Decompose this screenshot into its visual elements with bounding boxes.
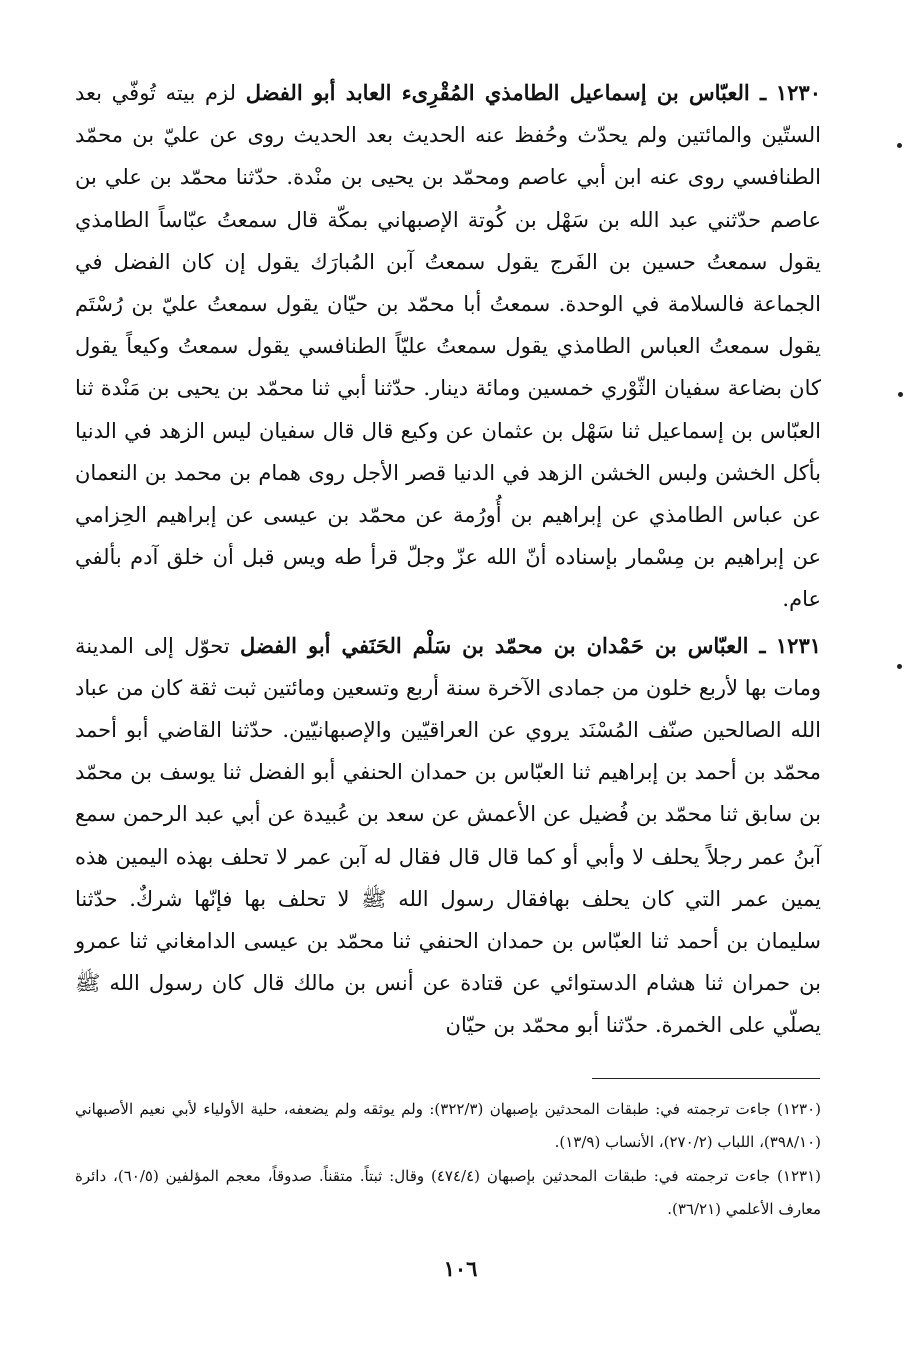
entry-body: لزم بيته تُوفّي بعد الستّين والمائتين ولم يحدّث وحُفظ عنه الحديث بعد الحديث روى عن عليّ بن محمّد الطنافسي روى عنه ابن أبي عاصم ومحمّد بن يحيى بن منْدة. حدّثنا محمّد بن علي بن عاصم حدّثني عبد الله بن سَهْل بن كُوتة الإصبهاني بمكّة قال سمعتُ عبّاساً الطامذي يقول سمعتُ حسين بن الفَرج يقول سمعتُ آبن المُبارَك يقول إن كان الفضل في الجماعة فالسلامة في الوحدة. سمعتُ أبا محمّد بن حيّان يقول سمعتُ عليّ بن رُسْتَم يقول سمعتُ العباس الطامذي يقول سمعتُ عليّاً الطنافسي يقول سمعتُ وكيعاً يقول كان بضاعة سفيان الثّوْري خمسين ومائة دينار. حدّثنا أبي ثنا محمّد بن يحيى بن مَنْدة ثنا العبّاس بن إسماعيل ثنا سَهْل بن عثمان عن وكيع قال قال سفيان ليس الزهد في الدنيا بأكل الخشن ولبس الخشن الزهد في الدنيا قصر الأجل روى همام بن محمد بن النعمان عن عباس الطامذي عن إبراهيم بن أُورُمة عن محمّد بن عيسى عن إبراهيم الحِزامي عن إبراهيم بن مِسْمار بإسناده أنّ الله عزّ وجلّ قرأ طه ويس قبل أن خلق آدم بألفي عام. bbox=[75, 81, 821, 612]
footnotes bbox=[75, 1093, 821, 1227]
page-number: ١٠٦ bbox=[443, 1256, 478, 1281]
entry-1230 bbox=[75, 72, 821, 621]
entry-heading: ـ العبّاس بن حَمْدان بن محمّد بن سَلْم الحَنَفي أبو الفضل bbox=[240, 632, 766, 658]
margin-mark bbox=[898, 392, 903, 397]
entry-number: ١٢٣٠ bbox=[775, 80, 821, 105]
footnote: (١٢٣١) جاءت ترجمته في: طبقات المحدثين بإصبهان (٤٧٤/٤) وقال: ثبتاً. متقناً. صدوقاً، معجم المؤلفين (٦٠/٥)، دائرة معارف الأعلمي (٣٦/٢١). bbox=[75, 1167, 821, 1218]
entry-heading: ـ العبّاس بن إسماعيل الطامذي المُقْرِىء العابد أبو الفضل bbox=[245, 80, 767, 105]
footnote-divider bbox=[592, 1078, 820, 1079]
footnote: (١٢٣٠) جاءت ترجمته في: طبقات المحدثين بإصبهان (٣٢٢/٣): ولم يوثقه ولم يضعفه، حلية الأولياء لأبي نعيم الأصبهاني (٣٩٨/١٠)، اللباب (٢٧٠/٢)، الأنساب (١٣/٩). bbox=[75, 1100, 821, 1151]
entry-1231 bbox=[75, 625, 821, 1047]
margin-mark bbox=[897, 664, 902, 669]
entry-body: تحوّل إلى المدينة ومات بها لأربع خلون من جمادى الآخرة سنة أربع وتسعين ومائتين ثبت ثقة كان من عباد الله الصالحين صنّف المُسْنَد يروي عن العراقيّين والإصبهانيّين. حدّثنا القاضي أبو أحمد محمّد بن أحمد بن إبراهيم ثنا العبّاس بن حمدان الحنفي أبو الفضل ثنا يوسف بن محمّد بن سابق ثنا محمّد بن فُضيل عن الأعمش عن سعد بن عُبيدة عن أبي عبد الرحمن سمع آبنُ عمر رجلاً يحلف لا وأبي أو كما قال قال فقال له آبن عمر لا تحلف بهذه اليمين هذه يمين عمر التي كان يحلف بهافقال رسول الله ﷺ لا تحلف بها فإنّها شركٌ. حدّثنا سليمان بن أحمد ثنا العبّاس بن حمدان الحنفي ثنا محمّد بن عيسى الدامغاني ثنا عمرو بن حمران ثنا هشام الدستوائي عن قتادة عن أنس بن مالك قال كان رسول الله ﷺ يصلّي على الخمرة. حدّثنا أبو محمّد بن حيّان bbox=[75, 633, 821, 1038]
main-text bbox=[75, 72, 821, 1047]
margin-mark bbox=[897, 143, 902, 148]
entry-number: ١٢٣١ bbox=[775, 632, 822, 658]
